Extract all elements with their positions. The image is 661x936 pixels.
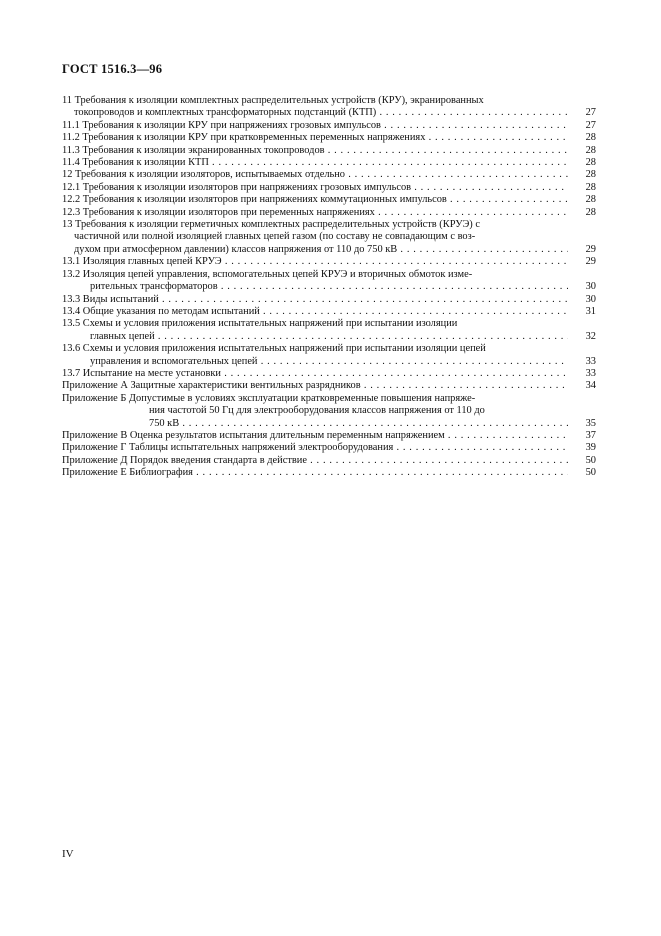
toc-entry xyxy=(62,294,602,306)
toc-entry xyxy=(62,219,602,256)
toc-page-number: 28 xyxy=(585,157,596,169)
toc-entry-text: 11 Требования к изоляции комплектных распределительных устройств (КРУ), экранированных xyxy=(62,95,484,106)
toc-page-number: 30 xyxy=(585,281,596,293)
toc-entry xyxy=(62,145,602,157)
toc-page-number: 30 xyxy=(585,293,596,305)
toc-entry-text: 12 Требования к изоляции изоляторов, испытываемых отдельно . . . xyxy=(62,169,568,181)
toc-entry-text: главных цепей . . . xyxy=(62,331,568,343)
toc-page-number: 39 xyxy=(585,442,596,454)
toc-entry xyxy=(62,157,602,169)
document-code: ГОСТ 1516.3—96 xyxy=(62,62,163,76)
toc-page-number: 28 xyxy=(585,206,596,218)
toc-page-number: 28 xyxy=(585,144,596,156)
toc-entry-text: Приложение В Оценка результатов испытания длительным переменным напряжением . . . xyxy=(62,430,568,442)
toc-entry xyxy=(62,194,602,206)
toc-entry-text: 13.1 Изоляция главных цепей КРУЭ . . . xyxy=(62,256,568,268)
toc-page-number: 28 xyxy=(585,194,596,206)
toc-page-number: 27 xyxy=(585,107,596,119)
toc-entry-text: ния частотой 50 Гц для электрооборудования классов напряжения от 110 до xyxy=(149,405,485,417)
toc-entry-text: управления и вспомогательных цепей . . . xyxy=(62,356,568,368)
toc-entry-text: 13.5 Схемы и условия приложения испытательных напряжений при испытании изоляции xyxy=(62,318,458,330)
toc-entry xyxy=(62,430,602,442)
toc-entry xyxy=(62,306,602,318)
toc-page-number: 27 xyxy=(585,119,596,131)
toc-entry-text: 13.6 Схемы и условия приложения испытательных напряжений при испытании изоляции цепей xyxy=(62,343,486,355)
toc-entry-text: 11.1 Требования к изоляции КРУ при напряжениях грозовых импульсов . . . xyxy=(62,120,568,132)
toc-entry-text: Приложение Д Порядок введения стандарта в действие . . . xyxy=(62,455,568,467)
toc-entry-text: 11.3 Требования к изоляции экранированных токопроводов . . . xyxy=(62,145,568,157)
toc-entry xyxy=(62,442,602,454)
toc-entry xyxy=(62,343,602,368)
toc-entry xyxy=(62,368,602,380)
toc-page-number: 29 xyxy=(585,256,596,268)
toc-entry-text: Приложение А Защитные характеристики вентильных разрядников . . . xyxy=(62,380,568,392)
toc-entry-text: 11.4 Требования к изоляции КТП . . . xyxy=(62,157,568,169)
toc-entry xyxy=(62,169,602,181)
toc-entry-text: 750 кВ . . . xyxy=(62,418,568,430)
toc-entry xyxy=(62,455,602,467)
toc-entry-text: Приложение Б Допустимые в условиях эксплуатации кратковременные повышения напряже- xyxy=(62,392,476,404)
toc-entry-text: 12.1 Требования к изоляции изоляторов при напряжениях грозовых импульсов . . . xyxy=(62,182,568,194)
toc-page-number: 50 xyxy=(585,454,596,466)
toc-entry-text: 12.2 Требования к изоляции изоляторов при напряжениях коммутационных импульсов . . . xyxy=(62,194,568,206)
toc-entry xyxy=(62,207,602,219)
toc-page-number: 33 xyxy=(585,367,596,379)
toc-page-number: 33 xyxy=(585,355,596,367)
toc-entry-text: 13.7 Испытание на месте установки . . . xyxy=(62,368,568,380)
toc-entry-text: рительных трансформаторов . . . xyxy=(62,281,568,293)
toc-page-number: 34 xyxy=(585,380,596,392)
page-number: IV xyxy=(62,848,74,860)
toc-entry-text: 13.4 Общие указания по методам испытаний . . . xyxy=(62,306,568,318)
toc-page-number: 35 xyxy=(585,417,596,429)
toc-entry xyxy=(62,380,602,392)
toc-entry xyxy=(62,182,602,194)
toc-entry xyxy=(62,318,602,343)
toc-page-number: 32 xyxy=(585,330,596,342)
toc-entry-text: 13.2 Изоляция цепей управления, вспомогательных цепей КРУЭ и вторичных обмоток изме- xyxy=(62,268,473,280)
toc-page-number: 50 xyxy=(585,467,596,479)
toc-entry-text: Приложение Г Таблицы испытательных напряжений электрооборудования . . . xyxy=(62,442,568,454)
toc-entry xyxy=(62,269,602,294)
table-of-contents xyxy=(62,95,602,480)
toc-entry-text: 13 Требования к изоляции герметичных комплектных распределительных устройств (КРУЭ) с xyxy=(62,219,480,231)
toc-page-number: 37 xyxy=(585,429,596,441)
toc-page-number: 31 xyxy=(585,305,596,317)
toc-entry xyxy=(62,132,602,144)
toc-page-number: 28 xyxy=(585,169,596,181)
toc-entry-text: 13.3 Виды испытаний . . . xyxy=(62,294,568,306)
toc-entry-text: токопроводов и комплектных трансформаторных подстанций (КТП) . . . xyxy=(62,107,568,119)
toc-entry-text: частичной или полной изоляцией главных цепей газом (по составу не совпадающим с воз- xyxy=(74,231,476,243)
toc-entry-text: 12.3 Требования к изоляции изоляторов при переменных напряжениях . . . xyxy=(62,207,568,219)
toc-entry xyxy=(62,256,602,268)
toc-page-number: 28 xyxy=(585,181,596,193)
toc-page-number: 28 xyxy=(585,132,596,144)
toc-entry-text: Приложение Е Библиография . . . xyxy=(62,467,568,479)
toc-entry xyxy=(62,393,602,430)
toc-entry xyxy=(62,120,602,132)
toc-entry xyxy=(62,467,602,479)
toc-entry-text: 11.2 Требования к изоляции КРУ при кратковременных переменных напряжениях . . . xyxy=(62,132,568,144)
toc-page-number: 29 xyxy=(585,243,596,255)
toc-entry xyxy=(62,95,602,120)
toc-entry-text: духом при атмосферном давлении) классов напряжения от 110 до 750 кВ . . . xyxy=(62,244,568,256)
